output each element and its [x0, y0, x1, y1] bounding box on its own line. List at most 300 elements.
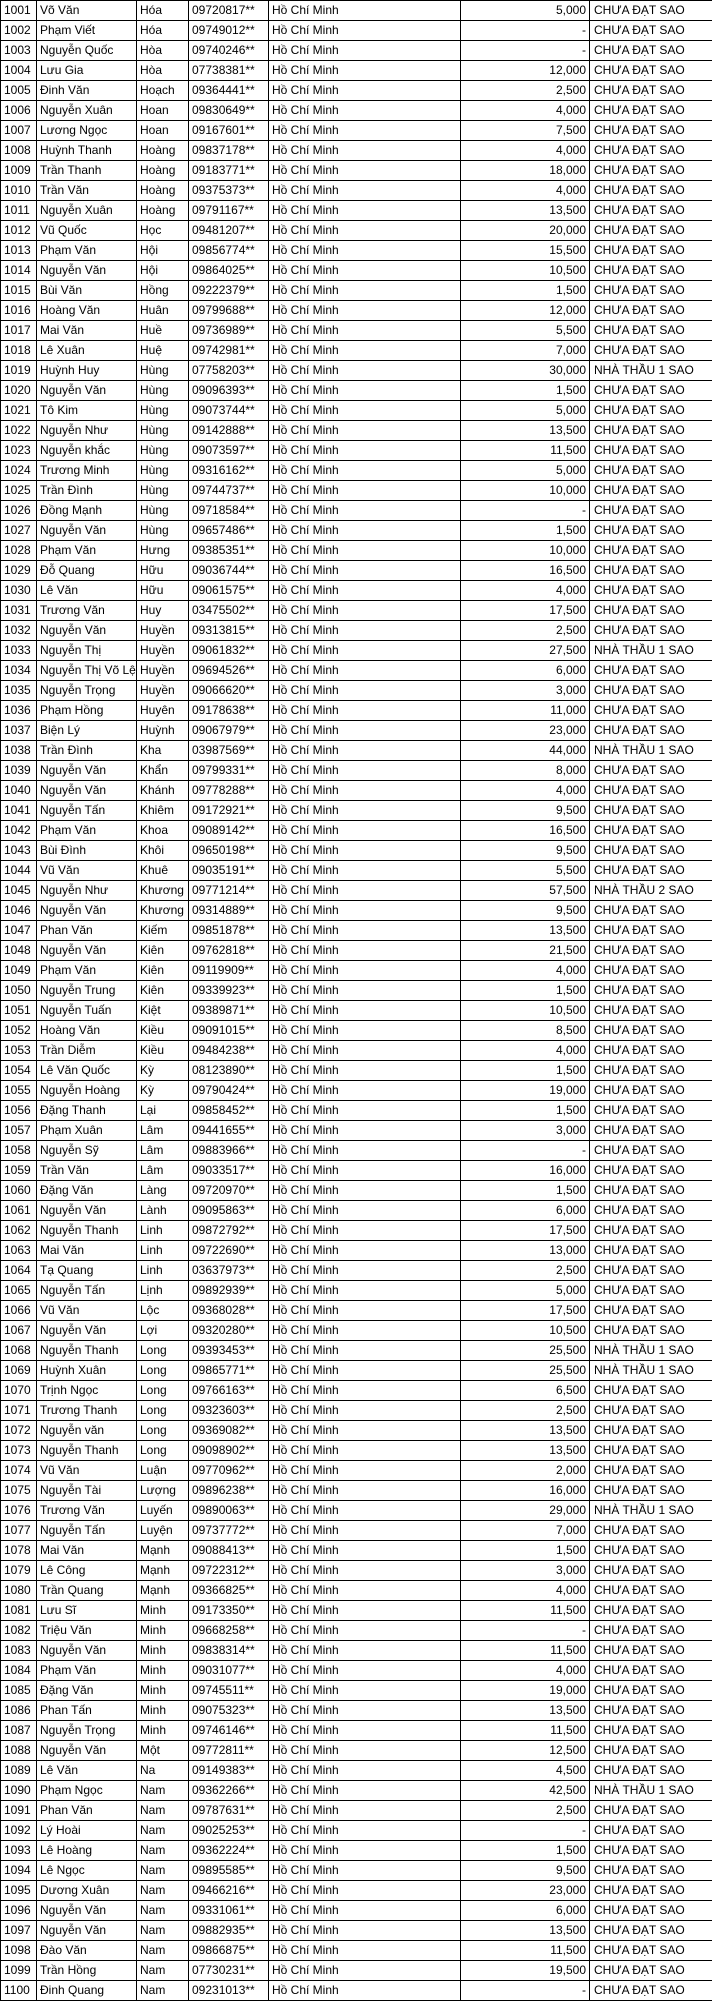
status-cell: CHƯA ĐẠT SAO: [590, 1761, 712, 1781]
row-id-cell: 1071: [1, 1401, 37, 1421]
amount-cell: 11,500: [461, 1601, 590, 1621]
city-cell: Hồ Chí Minh: [269, 681, 461, 701]
city-cell: Hồ Chí Minh: [269, 1881, 461, 1901]
amount-cell: 9,500: [461, 801, 590, 821]
status-cell: CHƯA ĐẠT SAO: [590, 1681, 712, 1701]
last-middle-name-cell: Nguyễn Tấn: [37, 1521, 137, 1541]
row-id-cell: 1020: [1, 381, 37, 401]
city-cell: Hồ Chí Minh: [269, 1, 461, 21]
city-cell: Hồ Chí Minh: [269, 381, 461, 401]
city-cell: Hồ Chí Minh: [269, 41, 461, 61]
status-cell: CHƯA ĐẠT SAO: [590, 1441, 712, 1461]
status-cell: CHƯA ĐẠT SAO: [590, 81, 712, 101]
row-id-cell: 1048: [1, 941, 37, 961]
amount-cell: 11,500: [461, 1941, 590, 1961]
row-id-cell: 1076: [1, 1501, 37, 1521]
city-cell: Hồ Chí Minh: [269, 1001, 461, 1021]
amount-cell: 11,000: [461, 701, 590, 721]
amount-cell: 9,500: [461, 1861, 590, 1881]
first-name-cell: Nam: [137, 1801, 189, 1821]
phone-cell: 09031077**: [189, 1661, 269, 1681]
table-row: [1, 461, 712, 481]
last-middle-name-cell: Mai Văn: [37, 321, 137, 341]
first-name-cell: Nam: [137, 1941, 189, 1961]
first-name-cell: Học: [137, 221, 189, 241]
city-cell: Hồ Chí Minh: [269, 1201, 461, 1221]
first-name-cell: Hóa: [137, 21, 189, 41]
row-id-cell: 1011: [1, 201, 37, 221]
last-middle-name-cell: Trương Thanh: [37, 1401, 137, 1421]
phone-cell: 09737772**: [189, 1521, 269, 1541]
status-cell: CHƯA ĐẠT SAO: [590, 1201, 712, 1221]
phone-cell: 09339923**: [189, 981, 269, 1001]
city-cell: Hồ Chí Minh: [269, 1841, 461, 1861]
city-cell: Hồ Chí Minh: [269, 361, 461, 381]
last-middle-name-cell: Nguyễn Văn: [37, 521, 137, 541]
first-name-cell: Một: [137, 1741, 189, 1761]
table-row: [1, 821, 712, 841]
city-cell: Hồ Chí Minh: [269, 761, 461, 781]
first-name-cell: Hòa: [137, 61, 189, 81]
amount-cell: 5,500: [461, 861, 590, 881]
city-cell: Hồ Chí Minh: [269, 801, 461, 821]
first-name-cell: Nam: [137, 1981, 189, 2001]
row-id-cell: 1075: [1, 1481, 37, 1501]
table-row: [1, 761, 712, 781]
last-middle-name-cell: Nguyễn Tấn: [37, 801, 137, 821]
phone-cell: 09095863**: [189, 1201, 269, 1221]
table-row: [1, 1581, 712, 1601]
phone-cell: 09718584**: [189, 501, 269, 521]
row-id-cell: 1009: [1, 161, 37, 181]
status-cell: CHƯA ĐẠT SAO: [590, 1921, 712, 1941]
city-cell: Hồ Chí Minh: [269, 1261, 461, 1281]
status-cell: CHƯA ĐẠT SAO: [590, 241, 712, 261]
first-name-cell: Khôi: [137, 841, 189, 861]
phone-cell: 09088413**: [189, 1541, 269, 1561]
amount-cell: 5,500: [461, 321, 590, 341]
row-id-cell: 1099: [1, 1961, 37, 1981]
status-cell: CHƯA ĐẠT SAO: [590, 281, 712, 301]
row-id-cell: 1052: [1, 1021, 37, 1041]
phone-cell: 09075323**: [189, 1701, 269, 1721]
city-cell: Hồ Chí Minh: [269, 421, 461, 441]
row-id-cell: 1049: [1, 961, 37, 981]
amount-cell: 15,500: [461, 241, 590, 261]
first-name-cell: Hùng: [137, 421, 189, 441]
phone-cell: 09441655**: [189, 1121, 269, 1141]
first-name-cell: Kiệt: [137, 1001, 189, 1021]
status-cell: CHƯA ĐẠT SAO: [590, 381, 712, 401]
phone-cell: 09883966**: [189, 1141, 269, 1161]
first-name-cell: Hùng: [137, 501, 189, 521]
status-cell: CHƯA ĐẠT SAO: [590, 541, 712, 561]
first-name-cell: Khuê: [137, 861, 189, 881]
phone-cell: 09650198**: [189, 841, 269, 861]
status-cell: NHÀ THẦU 1 SAO: [590, 741, 712, 761]
first-name-cell: Hữu: [137, 581, 189, 601]
amount-cell: 2,000: [461, 1461, 590, 1481]
amount-cell: 13,500: [461, 1421, 590, 1441]
table-row: [1, 241, 712, 261]
last-middle-name-cell: Mai Văn: [37, 1241, 137, 1261]
amount-cell: 13,500: [461, 421, 590, 441]
status-cell: NHÀ THẦU 1 SAO: [590, 1501, 712, 1521]
status-cell: CHƯA ĐẠT SAO: [590, 1981, 712, 2001]
first-name-cell: Khương: [137, 881, 189, 901]
row-id-cell: 1088: [1, 1741, 37, 1761]
status-cell: CHƯA ĐẠT SAO: [590, 1261, 712, 1281]
table-row: [1, 1561, 712, 1581]
first-name-cell: Lâm: [137, 1141, 189, 1161]
amount-cell: 2,500: [461, 1401, 590, 1421]
row-id-cell: 1039: [1, 761, 37, 781]
last-middle-name-cell: Phạm Văn: [37, 1661, 137, 1681]
first-name-cell: Kiên: [137, 941, 189, 961]
row-id-cell: 1063: [1, 1241, 37, 1261]
table-row: [1, 1621, 712, 1641]
status-cell: NHÀ THẦU 1 SAO: [590, 1361, 712, 1381]
first-name-cell: Hoan: [137, 121, 189, 141]
row-id-cell: 1081: [1, 1601, 37, 1621]
first-name-cell: Nam: [137, 1861, 189, 1881]
status-cell: CHƯA ĐẠT SAO: [590, 1581, 712, 1601]
last-middle-name-cell: Nguyễn Văn: [37, 1921, 137, 1941]
last-middle-name-cell: Phạm Ngọc: [37, 1781, 137, 1801]
last-middle-name-cell: Đào Văn: [37, 1941, 137, 1961]
table-row: [1, 521, 712, 541]
amount-cell: 2,500: [461, 621, 590, 641]
city-cell: Hồ Chí Minh: [269, 1541, 461, 1561]
table-row: [1, 1841, 712, 1861]
first-name-cell: Kiên: [137, 981, 189, 1001]
row-id-cell: 1034: [1, 661, 37, 681]
status-cell: CHƯA ĐẠT SAO: [590, 61, 712, 81]
amount-cell: 11,500: [461, 1721, 590, 1741]
phone-cell: 09772811**: [189, 1741, 269, 1761]
phone-cell: 09740246**: [189, 41, 269, 61]
amount-cell: 1,500: [461, 981, 590, 1001]
row-id-cell: 1025: [1, 481, 37, 501]
city-cell: Hồ Chí Minh: [269, 1241, 461, 1261]
city-cell: Hồ Chí Minh: [269, 81, 461, 101]
first-name-cell: Huề: [137, 321, 189, 341]
amount-cell: 7,000: [461, 341, 590, 361]
city-cell: Hồ Chí Minh: [269, 841, 461, 861]
first-name-cell: Lợi: [137, 1321, 189, 1341]
row-id-cell: 1027: [1, 521, 37, 541]
status-cell: CHƯA ĐẠT SAO: [590, 1641, 712, 1661]
phone-cell: 09036744**: [189, 561, 269, 581]
row-id-cell: 1074: [1, 1461, 37, 1481]
row-id-cell: 1031: [1, 601, 37, 621]
status-cell: CHƯA ĐẠT SAO: [590, 1321, 712, 1341]
first-name-cell: Hưng: [137, 541, 189, 561]
city-cell: Hồ Chí Minh: [269, 1441, 461, 1461]
table-row: [1, 301, 712, 321]
last-middle-name-cell: Nguyễn Trung: [37, 981, 137, 1001]
row-id-cell: 1017: [1, 321, 37, 341]
city-cell: Hồ Chí Minh: [269, 721, 461, 741]
table-row: [1, 1061, 712, 1081]
row-id-cell: 1002: [1, 21, 37, 41]
row-id-cell: 1051: [1, 1001, 37, 1021]
first-name-cell: Long: [137, 1361, 189, 1381]
phone-cell: 09856774**: [189, 241, 269, 261]
row-id-cell: 1086: [1, 1701, 37, 1721]
status-cell: CHƯA ĐẠT SAO: [590, 1541, 712, 1561]
phone-cell: 09091015**: [189, 1021, 269, 1041]
phone-cell: 09484238**: [189, 1041, 269, 1061]
table-row: [1, 1941, 712, 1961]
city-cell: Hồ Chí Minh: [269, 961, 461, 981]
status-cell: CHƯA ĐẠT SAO: [590, 1141, 712, 1161]
row-id-cell: 1060: [1, 1181, 37, 1201]
last-middle-name-cell: Lê Xuân: [37, 341, 137, 361]
phone-cell: 09892939**: [189, 1281, 269, 1301]
table-row: [1, 121, 712, 141]
row-id-cell: 1056: [1, 1101, 37, 1121]
phone-cell: 09362266**: [189, 1781, 269, 1801]
status-cell: CHƯA ĐẠT SAO: [590, 1801, 712, 1821]
amount-cell: 2,500: [461, 1261, 590, 1281]
row-id-cell: 1067: [1, 1321, 37, 1341]
first-name-cell: Minh: [137, 1701, 189, 1721]
phone-cell: 09119909**: [189, 961, 269, 981]
status-cell: CHƯA ĐẠT SAO: [590, 1281, 712, 1301]
city-cell: Hồ Chí Minh: [269, 1961, 461, 1981]
status-cell: CHƯA ĐẠT SAO: [590, 21, 712, 41]
phone-cell: 09866875**: [189, 1941, 269, 1961]
last-middle-name-cell: Trần Đình: [37, 741, 137, 761]
row-id-cell: 1035: [1, 681, 37, 701]
table-row: [1, 1181, 712, 1201]
phone-cell: 03475502**: [189, 601, 269, 621]
amount-cell: 4,000: [461, 1661, 590, 1681]
table-row: [1, 281, 712, 301]
table-row: [1, 621, 712, 641]
last-middle-name-cell: Lê Văn: [37, 581, 137, 601]
phone-cell: 09142888**: [189, 421, 269, 441]
table-row: [1, 1861, 712, 1881]
phone-cell: 09320280**: [189, 1321, 269, 1341]
status-cell: CHƯA ĐẠT SAO: [590, 1961, 712, 1981]
table-row: [1, 1321, 712, 1341]
amount-cell: 13,500: [461, 1701, 590, 1721]
last-middle-name-cell: Phan Văn: [37, 1801, 137, 1821]
last-middle-name-cell: Trần Diễm: [37, 1041, 137, 1061]
phone-cell: 09799688**: [189, 301, 269, 321]
amount-cell: 1,500: [461, 1061, 590, 1081]
amount-cell: 27,500: [461, 641, 590, 661]
status-cell: CHƯA ĐẠT SAO: [590, 801, 712, 821]
city-cell: Hồ Chí Minh: [269, 1381, 461, 1401]
amount-cell: 1,500: [461, 1101, 590, 1121]
status-cell: CHƯA ĐẠT SAO: [590, 221, 712, 241]
table-row: [1, 1381, 712, 1401]
last-middle-name-cell: Trần Thanh: [37, 161, 137, 181]
table-row: [1, 1021, 712, 1041]
status-cell: NHÀ THẦU 1 SAO: [590, 1781, 712, 1801]
city-cell: Hồ Chí Minh: [269, 1301, 461, 1321]
last-middle-name-cell: Nguyễn Văn: [37, 1741, 137, 1761]
city-cell: Hồ Chí Minh: [269, 701, 461, 721]
first-name-cell: Hoàng: [137, 201, 189, 221]
table-row: [1, 1481, 712, 1501]
first-name-cell: Na: [137, 1761, 189, 1781]
city-cell: Hồ Chí Minh: [269, 901, 461, 921]
amount-cell: 1,500: [461, 1841, 590, 1861]
phone-cell: 09890063**: [189, 1501, 269, 1521]
row-id-cell: 1083: [1, 1641, 37, 1661]
city-cell: Hồ Chí Minh: [269, 21, 461, 41]
first-name-cell: Hoan: [137, 101, 189, 121]
status-cell: CHƯA ĐẠT SAO: [590, 261, 712, 281]
status-cell: CHƯA ĐẠT SAO: [590, 601, 712, 621]
row-id-cell: 1045: [1, 881, 37, 901]
row-id-cell: 1005: [1, 81, 37, 101]
first-name-cell: Lành: [137, 1201, 189, 1221]
phone-cell: 09778288**: [189, 781, 269, 801]
phone-cell: 09089142**: [189, 821, 269, 841]
row-id-cell: 1057: [1, 1121, 37, 1141]
last-middle-name-cell: Trần Văn: [37, 181, 137, 201]
city-cell: Hồ Chí Minh: [269, 1481, 461, 1501]
first-name-cell: Khoa: [137, 821, 189, 841]
last-middle-name-cell: Dương Xuân: [37, 1881, 137, 1901]
city-cell: Hồ Chí Minh: [269, 1321, 461, 1341]
phone-cell: 09657486**: [189, 521, 269, 541]
phone-cell: 09067979**: [189, 721, 269, 741]
table-row: [1, 1781, 712, 1801]
table-row: [1, 581, 712, 601]
city-cell: Hồ Chí Minh: [269, 981, 461, 1001]
table-row: [1, 1761, 712, 1781]
status-cell: CHƯA ĐẠT SAO: [590, 1061, 712, 1081]
last-middle-name-cell: Trần Văn: [37, 1161, 137, 1181]
table-row: [1, 1521, 712, 1541]
amount-cell: 5,000: [461, 401, 590, 421]
status-cell: CHƯA ĐẠT SAO: [590, 1621, 712, 1641]
phone-cell: 09393453**: [189, 1341, 269, 1361]
first-name-cell: Lộc: [137, 1301, 189, 1321]
status-cell: CHƯA ĐẠT SAO: [590, 1181, 712, 1201]
city-cell: Hồ Chí Minh: [269, 501, 461, 521]
last-middle-name-cell: Trương Văn: [37, 1501, 137, 1521]
city-cell: Hồ Chí Minh: [269, 441, 461, 461]
first-name-cell: Minh: [137, 1641, 189, 1661]
last-middle-name-cell: Vũ Văn: [37, 1461, 137, 1481]
table-row: [1, 1921, 712, 1941]
city-cell: Hồ Chí Minh: [269, 541, 461, 561]
table-row: [1, 861, 712, 881]
amount-cell: 10,500: [461, 1001, 590, 1021]
amount-cell: 5,000: [461, 461, 590, 481]
row-id-cell: 1053: [1, 1041, 37, 1061]
row-id-cell: 1028: [1, 541, 37, 561]
phone-cell: 09369082**: [189, 1421, 269, 1441]
phone-cell: 09791167**: [189, 201, 269, 221]
amount-cell: 16,500: [461, 821, 590, 841]
phone-cell: 09231013**: [189, 1981, 269, 2001]
amount-cell: 23,000: [461, 1881, 590, 1901]
row-id-cell: 1040: [1, 781, 37, 801]
table-row: [1, 1141, 712, 1161]
last-middle-name-cell: Nguyễn Như: [37, 421, 137, 441]
table-row: [1, 1, 712, 21]
row-id-cell: 1092: [1, 1821, 37, 1841]
amount-cell: 16,000: [461, 1161, 590, 1181]
first-name-cell: Minh: [137, 1601, 189, 1621]
status-cell: CHƯA ĐẠT SAO: [590, 921, 712, 941]
last-middle-name-cell: Nguyễn Sỹ: [37, 1141, 137, 1161]
table-row: [1, 81, 712, 101]
city-cell: Hồ Chí Minh: [269, 221, 461, 241]
row-id-cell: 1077: [1, 1521, 37, 1541]
first-name-cell: Kha: [137, 741, 189, 761]
first-name-cell: Luyện: [137, 1521, 189, 1541]
status-cell: CHƯA ĐẠT SAO: [590, 1521, 712, 1541]
amount-cell: 2,500: [461, 81, 590, 101]
table-row: [1, 321, 712, 341]
last-middle-name-cell: Triệu Văn: [37, 1621, 137, 1641]
city-cell: Hồ Chí Minh: [269, 1821, 461, 1841]
table-row: [1, 421, 712, 441]
table-row: [1, 441, 712, 461]
table-row: [1, 1501, 712, 1521]
city-cell: Hồ Chí Minh: [269, 1221, 461, 1241]
row-id-cell: 1085: [1, 1681, 37, 1701]
last-middle-name-cell: Lê Hoàng: [37, 1841, 137, 1861]
row-id-cell: 1096: [1, 1901, 37, 1921]
last-middle-name-cell: Nguyễn Văn: [37, 1641, 137, 1661]
phone-cell: 09749012**: [189, 21, 269, 41]
city-cell: Hồ Chí Minh: [269, 1981, 461, 2001]
status-cell: NHÀ THẦU 1 SAO: [590, 361, 712, 381]
amount-cell: 4,000: [461, 141, 590, 161]
phone-cell: 09173350**: [189, 1601, 269, 1621]
table-row: [1, 741, 712, 761]
status-cell: CHƯA ĐẠT SAO: [590, 1381, 712, 1401]
first-name-cell: Hoạch: [137, 81, 189, 101]
last-middle-name-cell: Lê Ngọc: [37, 1861, 137, 1881]
city-cell: Hồ Chí Minh: [269, 241, 461, 261]
table-row: [1, 181, 712, 201]
city-cell: Hồ Chí Minh: [269, 781, 461, 801]
city-cell: Hồ Chí Minh: [269, 1421, 461, 1441]
last-middle-name-cell: Hoàng Văn: [37, 1021, 137, 1041]
city-cell: Hồ Chí Minh: [269, 741, 461, 761]
phone-cell: 09838314**: [189, 1641, 269, 1661]
last-middle-name-cell: Vũ Văn: [37, 861, 137, 881]
phone-cell: 09851878**: [189, 921, 269, 941]
first-name-cell: Long: [137, 1401, 189, 1421]
first-name-cell: Nam: [137, 1921, 189, 1941]
table-row: [1, 961, 712, 981]
phone-cell: 09744737**: [189, 481, 269, 501]
table-row: [1, 561, 712, 581]
city-cell: Hồ Chí Minh: [269, 61, 461, 81]
last-middle-name-cell: Huỳnh Huy: [37, 361, 137, 381]
amount-cell: 18,000: [461, 161, 590, 181]
phone-cell: 09481207**: [189, 221, 269, 241]
row-id-cell: 1069: [1, 1361, 37, 1381]
row-id-cell: 1021: [1, 401, 37, 421]
city-cell: Hồ Chí Minh: [269, 1901, 461, 1921]
row-id-cell: 1061: [1, 1201, 37, 1221]
status-cell: CHƯA ĐẠT SAO: [590, 41, 712, 61]
last-middle-name-cell: Nguyễn Văn: [37, 1901, 137, 1921]
